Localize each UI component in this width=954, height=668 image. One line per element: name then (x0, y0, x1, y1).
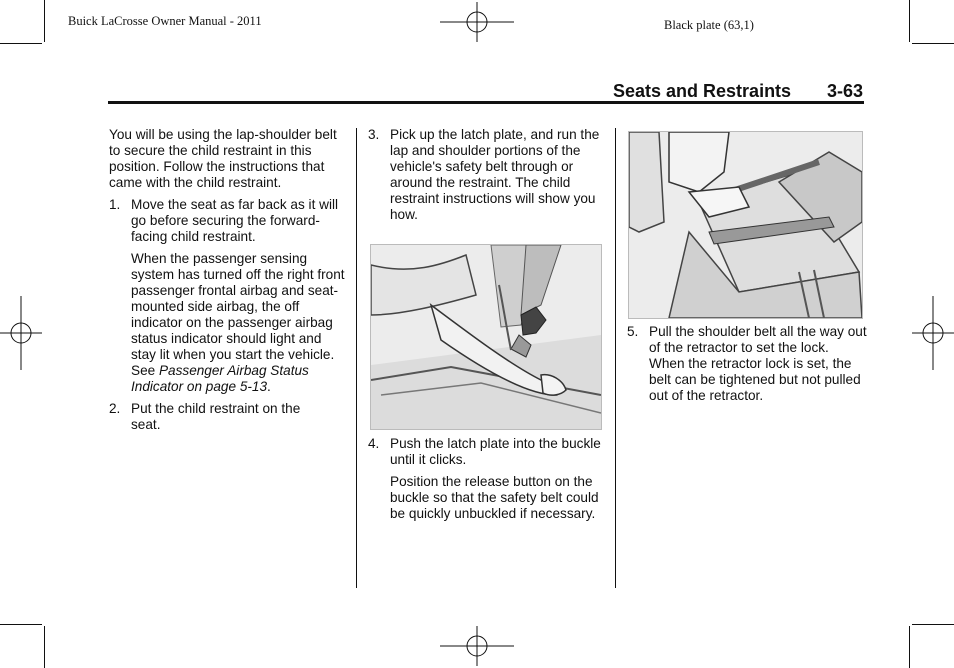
step-number: 4. (368, 436, 380, 451)
header-rule (108, 101, 864, 104)
column-1 (109, 127, 345, 433)
crop-mark (44, 0, 45, 42)
plate-label: Black plate (63,1) (664, 18, 754, 32)
manual-title: Buick LaCrosse Owner Manual - 2011 (68, 14, 262, 28)
column-divider (356, 128, 357, 588)
crop-mark (912, 43, 954, 44)
column-2-lower (368, 436, 608, 522)
cross-reference-link[interactable]: Passenger Airbag Status Indicator on page 5-13 (131, 363, 309, 394)
step-text: Move the seat as far back as it will go before securing the forward-facing child restraint. (131, 197, 339, 244)
intro-paragraph: You will be using the lap-shoulder belt to secure the child restraint in this position. Follow the instructions that came with the child restraint. (109, 127, 337, 190)
step-number: 2. (109, 401, 121, 416)
column-2 (368, 127, 608, 223)
step-text: Put the child restraint on the seat. (131, 401, 301, 432)
registration-mark-top (440, 2, 514, 42)
note-text: When the passenger sensing system has turned off the right front passenger frontal airbag and seat-mounted side airbag, the off indicator on the passenger airbag status indicator should light and stay lit when you start the vehicle. See (131, 251, 345, 378)
step-note: Position the release button on the buckle so that the safety belt could be quickly unbuckled if necessary. (390, 474, 599, 521)
step-number: 3. (368, 127, 380, 142)
step-5 (627, 324, 867, 404)
step-4 (368, 436, 608, 522)
crop-mark (912, 624, 954, 625)
step-number: 1. (109, 197, 121, 212)
latch-plate-illustration (370, 244, 602, 430)
crop-mark (44, 626, 45, 668)
step-3 (368, 127, 608, 223)
registration-mark-left (0, 296, 42, 370)
step-text: Pick up the latch plate, and run the lap and shoulder portions of the vehicle's safety belt through or around the restraint. The child restraint instructions will show you how. (390, 127, 600, 222)
crop-mark (909, 626, 910, 668)
crop-mark (0, 624, 42, 625)
page-number: 3-63 (827, 81, 864, 101)
column-3 (627, 324, 867, 404)
step-1 (109, 197, 345, 395)
step-text: Push the latch plate into the buckle until it clicks. (390, 436, 601, 467)
step-text: Pull the shoulder belt all the way out of the retractor to set the lock. When the retractor lock is set, the belt can be tightened but not pulled out of the retractor. (649, 324, 867, 403)
crop-mark (909, 0, 910, 42)
note-end: . (267, 379, 271, 394)
registration-mark-bottom (440, 626, 514, 666)
shoulder-belt-illustration (628, 131, 863, 319)
column-divider (615, 128, 616, 588)
step-2 (109, 401, 311, 433)
registration-mark-right (912, 296, 954, 370)
step-note (131, 251, 345, 395)
step-number: 5. (627, 324, 639, 339)
crop-mark (0, 43, 42, 44)
section-title: Seats and Restraints (613, 81, 792, 101)
